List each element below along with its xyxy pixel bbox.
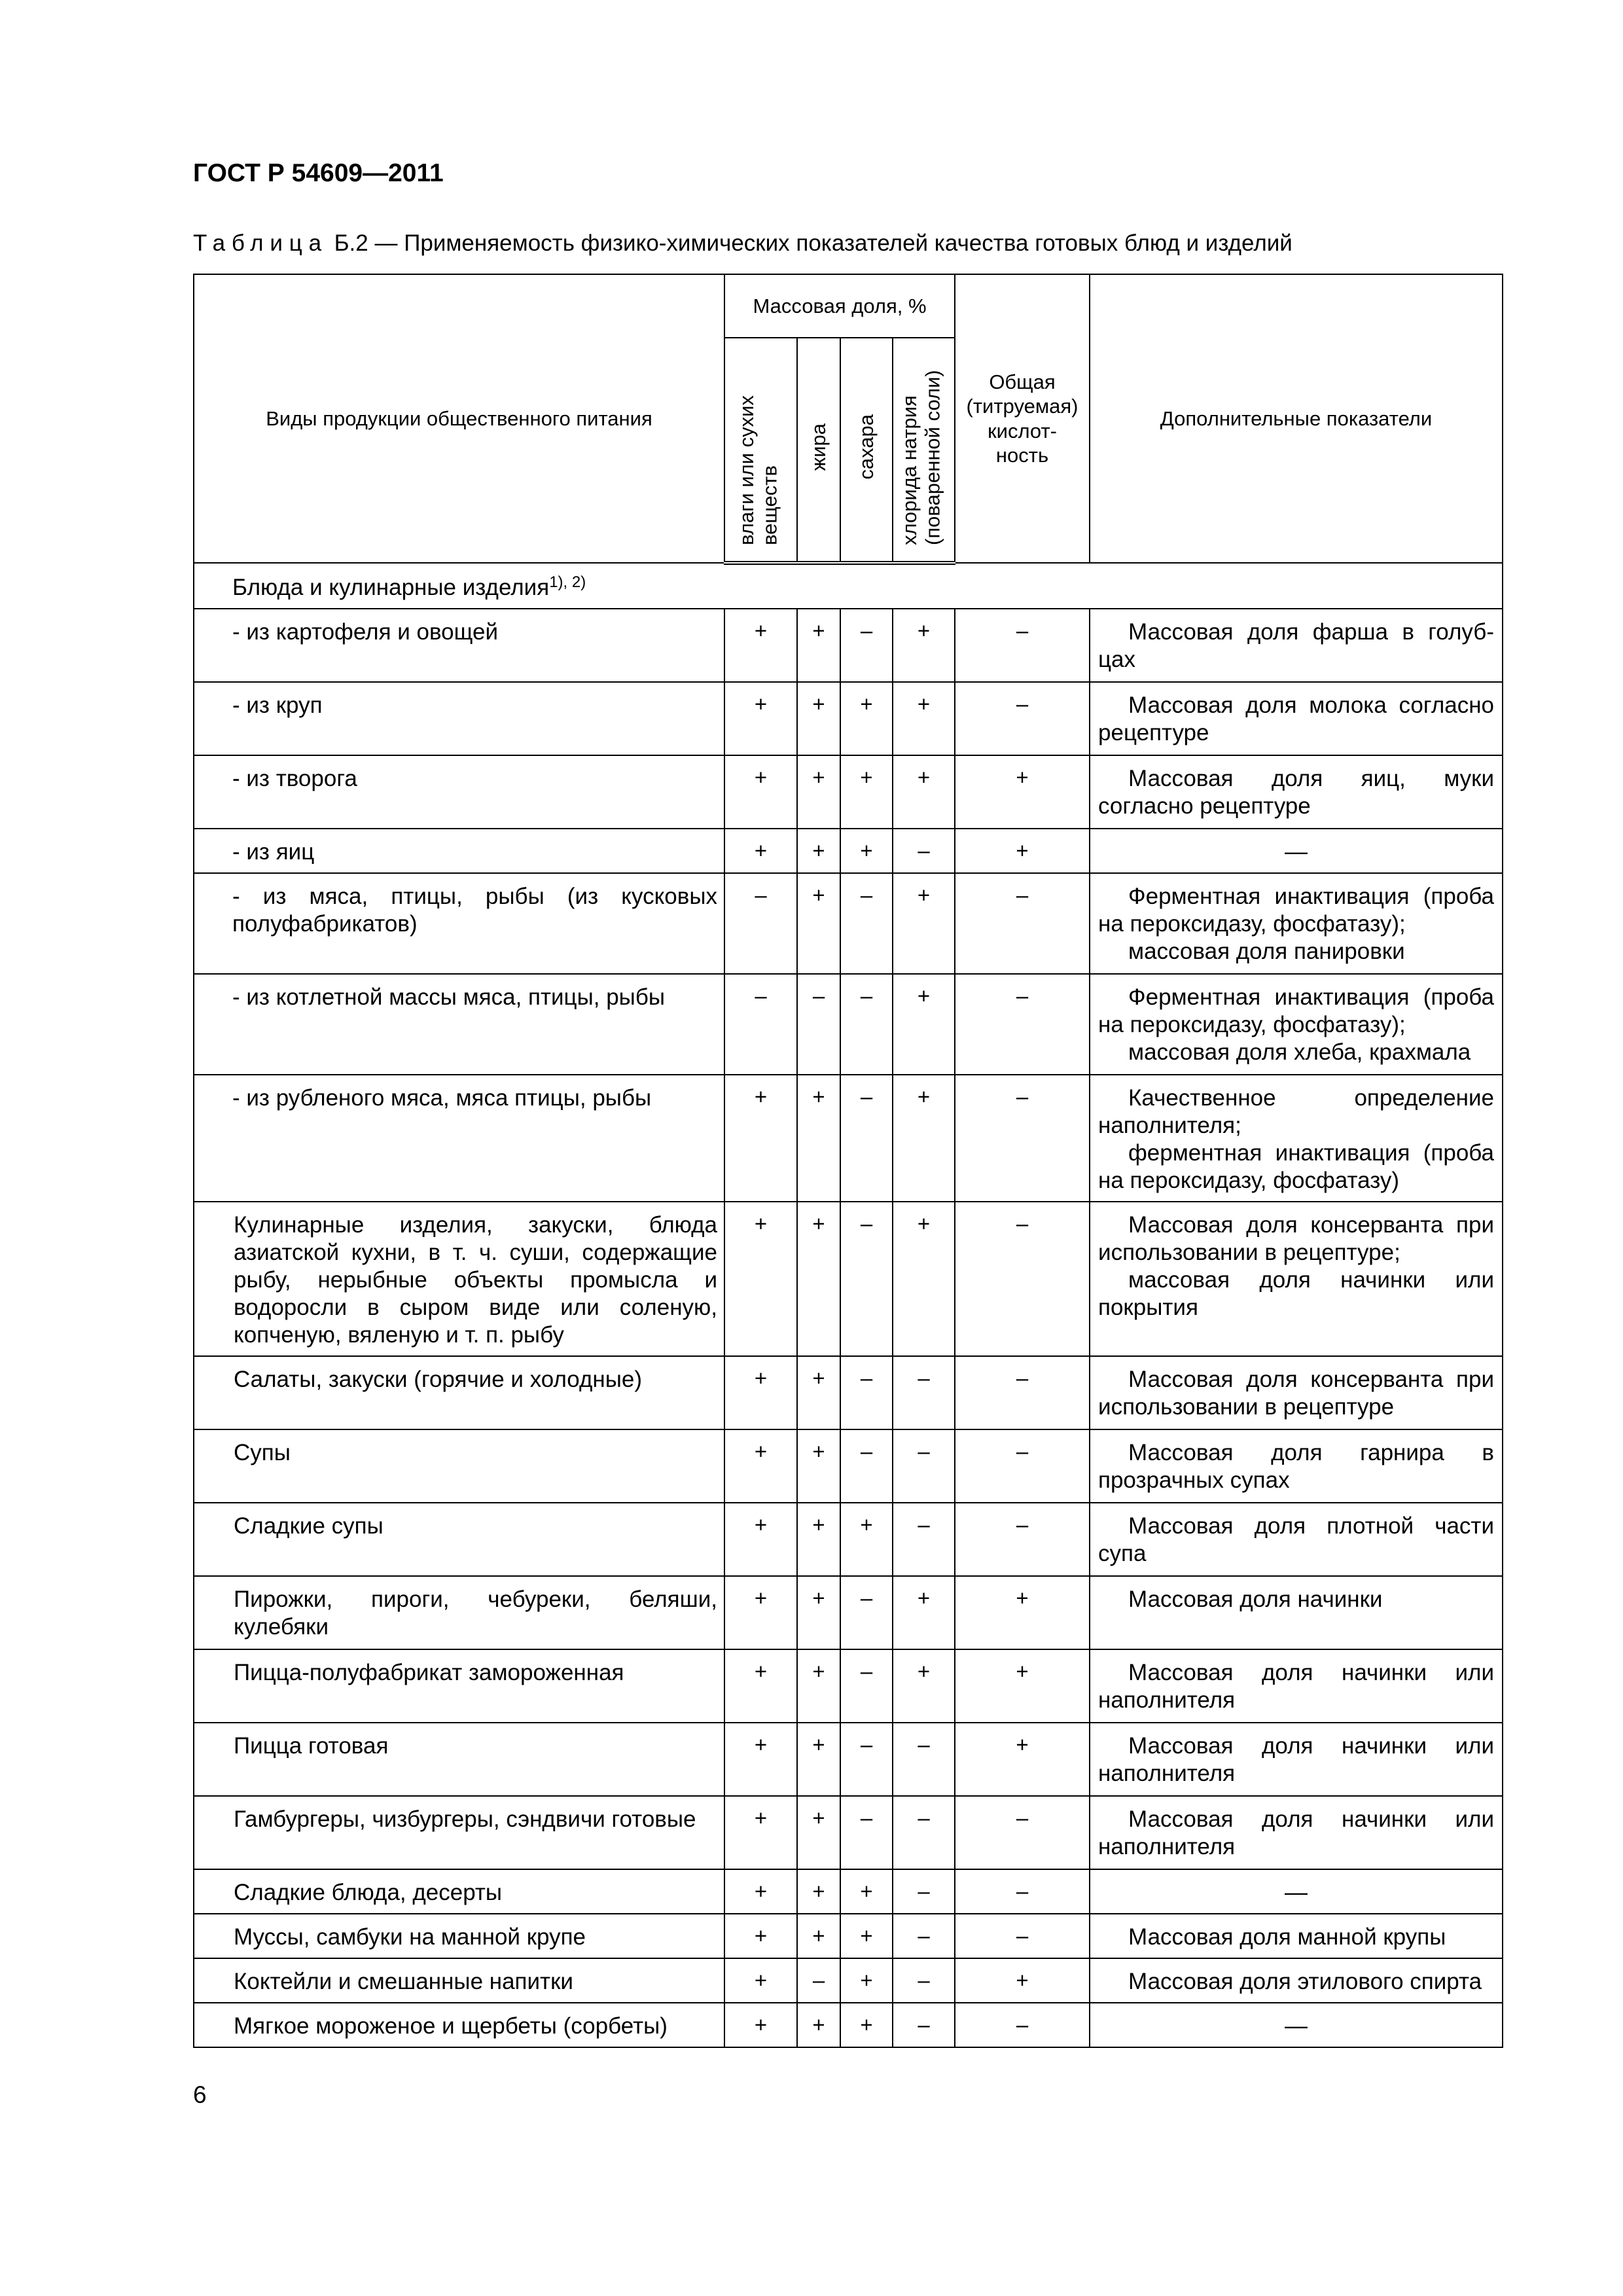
header-extra-indicators: Дополнительные показатели [1090, 274, 1503, 563]
acidity-mark: – [955, 1075, 1090, 1202]
table-row [194, 1723, 1503, 1796]
page-number: 6 [193, 2081, 207, 2108]
section-label: Блюда и кулинарные изделия [232, 575, 550, 600]
fat-mark: + [797, 609, 840, 682]
salt-mark: + [893, 1202, 955, 1356]
table-row [194, 1796, 1503, 1869]
extra-indicators-cell [1090, 1869, 1503, 1914]
table-row [194, 2003, 1503, 2047]
extra-indicators-cell [1090, 755, 1503, 829]
table-row [194, 829, 1503, 873]
moisture-mark: + [724, 755, 797, 829]
moisture-mark: – [724, 873, 797, 974]
sugar-mark: – [840, 1796, 893, 1869]
extra-indicators-cell [1090, 1075, 1503, 1202]
product-type-cell: - из творога [194, 755, 724, 829]
caption-number: Б.2 [334, 230, 368, 256]
applicability-table [193, 274, 1503, 2048]
extra-indicator-text: массовая доля хлеба, крахмала [1128, 1039, 1471, 1065]
moisture-mark: + [724, 1958, 797, 2003]
sugar-mark: – [840, 1649, 893, 1723]
extra-indicator-text: Ферментная инактивация (проба на пероксидазу, фосфатазу); [1098, 884, 1495, 937]
product-type-cell: Пирожки, пироги, чебуреки, беляши, кулебяки [194, 1576, 724, 1649]
salt-mark: – [893, 1958, 955, 2003]
acidity-mark: – [955, 1429, 1090, 1503]
acidity-mark: + [955, 1576, 1090, 1649]
extra-indicators-cell [1090, 829, 1503, 873]
acidity-mark: – [955, 2003, 1090, 2047]
acidity-mark: + [955, 829, 1090, 873]
product-type-cell: - из яиц [194, 829, 724, 873]
salt-mark: – [893, 829, 955, 873]
product-type-cell: Кулинарные изделия, закуски, блюда азиатской кухни, в т. ч. суши, содержащие рыбу, нерыбные объекты промысла и водоросли в сыром виде или соленую, копченую, вяленую и т. п. рыбу [194, 1202, 724, 1356]
salt-mark: + [893, 682, 955, 755]
moisture-mark: + [724, 1202, 797, 1356]
moisture-mark: + [724, 829, 797, 873]
header-mass-share: Массовая доля, % [724, 274, 955, 338]
acidity-mark: – [955, 609, 1090, 682]
moisture-mark: + [724, 682, 797, 755]
sugar-mark: – [840, 974, 893, 1075]
moisture-mark: + [724, 1503, 797, 1576]
moisture-mark: + [724, 1796, 797, 1869]
product-type-cell: - из рубленого мяса, мяса птицы, рыбы [194, 1075, 724, 1202]
extra-indicators-cell [1090, 1356, 1503, 1429]
product-type-cell: Пицца готовая [194, 1723, 724, 1796]
extra-indicator-text: Массовая доля манной крупы [1128, 1924, 1446, 1950]
acidity-mark: – [955, 1796, 1090, 1869]
caption-title: — Применяемость физико-химических показателей качества готовых блюд и изделий [368, 230, 1293, 256]
sugar-mark: + [840, 1869, 893, 1914]
fat-mark: + [797, 829, 840, 873]
header-sugar-text: сахара [855, 414, 878, 480]
extra-indicators-cell [1090, 1576, 1503, 1649]
salt-mark: + [893, 609, 955, 682]
sugar-mark: – [840, 609, 893, 682]
product-type-cell: Сладкие супы [194, 1503, 724, 1576]
extra-indicators-cell [1090, 1649, 1503, 1723]
header-fat [797, 338, 840, 563]
product-type-cell: Гамбургеры, чизбургеры, сэндвичи готовые [194, 1796, 724, 1869]
extra-indicators-cell [1090, 1503, 1503, 1576]
sugar-mark: + [840, 829, 893, 873]
acidity-mark: – [955, 1356, 1090, 1429]
fat-mark: + [797, 1914, 840, 1958]
moisture-mark: + [724, 1723, 797, 1796]
extra-indicator-text: массовая доля начинки или покрытия [1098, 1267, 1495, 1320]
fat-mark: + [797, 755, 840, 829]
table-row [194, 1429, 1503, 1503]
header-product-type: Виды продукции общественного питания [194, 274, 724, 563]
extra-indicator-none: — [1285, 2013, 1308, 2039]
salt-mark: – [893, 1503, 955, 1576]
sugar-mark: – [840, 1576, 893, 1649]
header-acidity-text: Общая (титруемая) кислот-ность [966, 370, 1079, 467]
table-row [194, 1869, 1503, 1914]
table-row [194, 1202, 1503, 1356]
moisture-mark: + [724, 1356, 797, 1429]
moisture-mark: – [724, 974, 797, 1075]
salt-mark: – [893, 1723, 955, 1796]
extra-indicators-cell [1090, 1796, 1503, 1869]
table-row [194, 1649, 1503, 1723]
salt-mark: – [893, 2003, 955, 2047]
extra-indicator-text: Массовая доля этилового спирта [1128, 1969, 1482, 1994]
moisture-mark: + [724, 1429, 797, 1503]
extra-indicators-cell [1090, 1958, 1503, 2003]
fat-mark: + [797, 1503, 840, 1576]
acidity-mark: + [955, 1958, 1090, 2003]
extra-indicator-text: Ферментная инактивация (проба на пероксидазу, фосфатазу); [1098, 984, 1495, 1037]
sugar-mark: – [840, 873, 893, 974]
extra-indicator-text: Массовая доля молока согласно рецептуре [1098, 692, 1495, 745]
extra-indicator-text: Массовая доля консерванта при использовании в рецептуре [1098, 1367, 1495, 1420]
salt-mark: + [893, 873, 955, 974]
sugar-mark: – [840, 1723, 893, 1796]
fat-mark: + [797, 1356, 840, 1429]
product-type-cell: - из круп [194, 682, 724, 755]
fat-mark: + [797, 2003, 840, 2047]
fat-mark: + [797, 873, 840, 974]
table-caption [193, 230, 1293, 257]
salt-mark: + [893, 974, 955, 1075]
table-row [194, 1914, 1503, 1958]
fat-mark: + [797, 1075, 840, 1202]
product-type-cell: - из мяса, птицы, рыбы (из кусковых полуфабрикатов) [194, 873, 724, 974]
extra-indicator-none: — [1285, 1880, 1308, 1905]
extra-indicator-text: Массовая доля начинки [1128, 1587, 1383, 1612]
fat-mark: + [797, 1576, 840, 1649]
salt-mark: – [893, 1796, 955, 1869]
moisture-mark: + [724, 1649, 797, 1723]
product-type-cell: Супы [194, 1429, 724, 1503]
moisture-mark: + [724, 2003, 797, 2047]
fat-mark: + [797, 1649, 840, 1723]
salt-mark: + [893, 1075, 955, 1202]
acidity-mark: – [955, 1503, 1090, 1576]
salt-mark: + [893, 755, 955, 829]
acidity-mark: – [955, 974, 1090, 1075]
table-row [194, 1075, 1503, 1202]
table-row [194, 1356, 1503, 1429]
extra-indicators-cell [1090, 609, 1503, 682]
sugar-mark: + [840, 755, 893, 829]
product-type-cell: Муссы, самбуки на манной крупе [194, 1914, 724, 1958]
moisture-mark: + [724, 1075, 797, 1202]
salt-mark: + [893, 1576, 955, 1649]
acidity-mark: – [955, 682, 1090, 755]
acidity-mark: – [955, 873, 1090, 974]
sugar-mark: + [840, 1914, 893, 1958]
acidity-mark: – [955, 1202, 1090, 1356]
moisture-mark: + [724, 1914, 797, 1958]
extra-indicator-text: Массовая доля начинки или наполнителя [1098, 1733, 1495, 1786]
table-row [194, 873, 1503, 974]
extra-indicator-text: Массовая доля консерванта при использовании в рецептуре; [1098, 1212, 1495, 1265]
extra-indicator-text: Массовая доля яиц, муки согласно рецептуре [1098, 766, 1495, 819]
fat-mark: + [797, 682, 840, 755]
product-type-cell: Пицца-полуфабрикат замороженная [194, 1649, 724, 1723]
caption-prefix: Таблица [193, 230, 328, 256]
fat-mark: + [797, 1202, 840, 1356]
fat-mark: + [797, 1723, 840, 1796]
extra-indicators-cell [1090, 1429, 1503, 1503]
salt-mark: – [893, 1869, 955, 1914]
header-moisture [724, 338, 797, 563]
header-acidity [955, 274, 1090, 563]
product-type-cell: Салаты, закуски (горячие и холодные) [194, 1356, 724, 1429]
table-row [194, 1958, 1503, 2003]
extra-indicator-text: Массовая доля плотной части супа [1098, 1513, 1495, 1566]
extra-indicators-cell [1090, 974, 1503, 1075]
sugar-mark: + [840, 1958, 893, 2003]
salt-mark: – [893, 1914, 955, 1958]
sugar-mark: – [840, 1429, 893, 1503]
moisture-mark: + [724, 1869, 797, 1914]
acidity-mark: + [955, 755, 1090, 829]
extra-indicator-text: Массовая доля фарша в голуб-цах [1098, 619, 1495, 672]
salt-mark: + [893, 1649, 955, 1723]
acidity-mark: – [955, 1869, 1090, 1914]
extra-indicator-text: Качественное определение наполнителя; [1098, 1085, 1495, 1138]
sugar-mark: + [840, 1503, 893, 1576]
acidity-mark: + [955, 1649, 1090, 1723]
product-type-cell: - из котлетной массы мяса, птицы, рыбы [194, 974, 724, 1075]
table-row [194, 609, 1503, 682]
fat-mark: – [797, 1958, 840, 2003]
extra-indicator-text: массовая доля панировки [1128, 939, 1405, 964]
table-row [194, 974, 1503, 1075]
extra-indicators-cell [1090, 873, 1503, 974]
extra-indicators-cell [1090, 682, 1503, 755]
table-row [194, 682, 1503, 755]
header-moisture-text: влаги или сухих веществ [734, 395, 781, 545]
header-salt-text: хлорида натрия (поваренной соли) [897, 370, 944, 545]
sugar-mark: + [840, 2003, 893, 2047]
product-type-cell: Мягкое мороженое и щербеты (сорбеты) [194, 2003, 724, 2047]
extra-indicator-text: Массовая доля гарнира в прозрачных супах [1098, 1440, 1495, 1493]
fat-mark: + [797, 1429, 840, 1503]
table-row [194, 755, 1503, 829]
product-type-cell: - из картофеля и овощей [194, 609, 724, 682]
moisture-mark: + [724, 1576, 797, 1649]
sugar-mark: – [840, 1202, 893, 1356]
acidity-mark: – [955, 1914, 1090, 1958]
header-fat-text: жира [807, 423, 830, 471]
acidity-mark: + [955, 1723, 1090, 1796]
sugar-mark: – [840, 1075, 893, 1202]
extra-indicator-none: — [1285, 839, 1308, 865]
table-row [194, 1503, 1503, 1576]
extra-indicator-text: Массовая доля начинки или наполнителя [1098, 1660, 1495, 1713]
fat-mark: + [797, 1869, 840, 1914]
section-footnote: 1), 2) [549, 573, 586, 591]
fat-mark: + [797, 1796, 840, 1869]
header-sugar [840, 338, 893, 563]
moisture-mark: + [724, 609, 797, 682]
product-type-cell: Сладкие блюда, десерты [194, 1869, 724, 1914]
extra-indicators-cell [1090, 1723, 1503, 1796]
extra-indicators-cell [1090, 2003, 1503, 2047]
extra-indicator-text: ферментная инактивация (проба на пероксидазу, фосфатазу) [1098, 1140, 1495, 1193]
table-row [194, 1576, 1503, 1649]
header-salt [893, 338, 955, 563]
extra-indicators-cell [1090, 1914, 1503, 1958]
section-header [194, 563, 1503, 609]
sugar-mark: + [840, 682, 893, 755]
extra-indicator-text: Массовая доля начинки или наполнителя [1098, 1806, 1495, 1859]
fat-mark: – [797, 974, 840, 1075]
salt-mark: – [893, 1356, 955, 1429]
salt-mark: – [893, 1429, 955, 1503]
document-header: ГОСТ Р 54609—2011 [193, 159, 444, 187]
extra-indicators-cell [1090, 1202, 1503, 1356]
sugar-mark: – [840, 1356, 893, 1429]
product-type-cell: Коктейли и смешанные напитки [194, 1958, 724, 2003]
